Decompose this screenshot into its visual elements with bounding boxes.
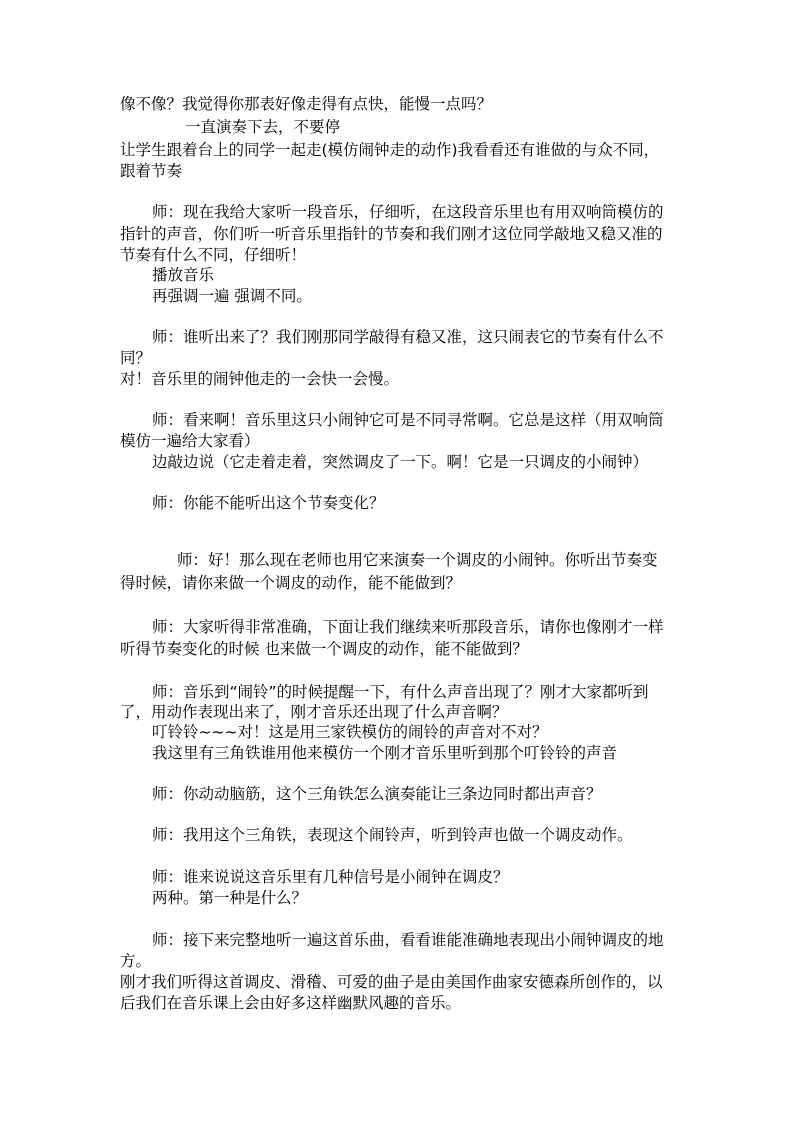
text-line: 师：谁听出来了？我们刚那同学敲得有稳又准，这只闹表它的节奏有什么不 bbox=[152, 328, 664, 346]
text-line: 一直演奏下去，不要停 bbox=[185, 118, 341, 136]
text-line: 同？ bbox=[120, 349, 152, 367]
text-line: 后我们在音乐课上会由好多这样幽默风趣的音乐。 bbox=[120, 994, 462, 1012]
text-line: 师：现在我给大家听一段音乐，仔细听，在这段音乐里也有用双响筒模仿的 bbox=[152, 203, 664, 221]
text-line: 再强调一遍 强调不同。 bbox=[152, 287, 312, 305]
text-line: 师：你动动脑筋，这个三角铁怎么演奏能让三条边同时都出声音？ bbox=[152, 785, 602, 803]
text-line: 师：看来啊！音乐里这只小闹钟它可是不同寻常啊。它总是这样（用双响筒 bbox=[152, 411, 664, 429]
text-line: 播放音乐 bbox=[152, 266, 215, 284]
text-line: 我这里有三角铁谁用他来模仿一个刚才音乐里听到那个叮铃铃的声音 bbox=[152, 744, 618, 762]
text-line: 模仿一遍给大家看） bbox=[120, 432, 260, 450]
text-line: 师：谁来说说这音乐里有几种信号是小闹钟在调皮？ bbox=[152, 868, 509, 886]
text-line: 对！音乐里的闹钟他走的一会快一会慢。 bbox=[120, 370, 400, 388]
text-line: 边敲边说（它走着走着，突然调皮了一下。啊！它是一只调皮的小闹钟） bbox=[152, 453, 649, 471]
text-line: 师：你能不能听出这个节奏变化？ bbox=[152, 494, 385, 512]
text-line: 师：我用这个三角铁，表现这个闹铃声，听到铃声也做一个调皮动作。 bbox=[152, 826, 633, 844]
text-line: 师：大家听得非常准确，下面让我们继续来听那段音乐，请你也像刚才一样 bbox=[152, 618, 664, 636]
text-line: 指针的声音，你们听一听音乐里指针的节奏和我们刚才这位同学敲地又稳又准的 bbox=[120, 225, 663, 243]
text-line: 方。 bbox=[120, 952, 152, 970]
text-line: 师：接下来完整地听一遍这首乐曲，看看谁能准确地表现出小闹钟调皮的地 bbox=[152, 931, 664, 949]
text-line: 像不像？我觉得你那表好像走得有点快，能慢一点吗？ bbox=[120, 95, 493, 113]
text-line: 刚才我们听得这首调皮、滑稽、可爱的曲子是由美国作曲家安德森所创作的，以 bbox=[120, 973, 663, 991]
text-line: 了，用动作表现出来了，刚才音乐还出现了什么声音啊？ bbox=[120, 703, 508, 721]
text-line: 叮铃铃~~~对！这是用三家铁模仿的闹铃的声音对不对？ bbox=[152, 723, 548, 741]
text-line: 得时候，请你来做一个调皮的动作，能不能做到？ bbox=[120, 574, 462, 592]
text-line: 两种。第一种是什么？ bbox=[152, 889, 308, 907]
text-line: 听得节奏变化的时候 也来做一个调皮的动作，能不能做到？ bbox=[120, 640, 528, 658]
text-line: 师：好！那么现在老师也用它来演奏一个调皮的小闹钟。你听出节奏变 bbox=[177, 551, 658, 569]
text-line: 节奏有什么不同，仔细听！ bbox=[120, 246, 307, 264]
text-line: 师：音乐到“闹铃”的时候提醒一下，有什么声音出现了？刚才大家都听到 bbox=[152, 683, 649, 701]
text-line: 让学生跟着台上的同学一起走(模仿闹钟走的动作)我看看还有谁做的与众不同， bbox=[120, 141, 660, 159]
text-line: 跟着节奏 bbox=[120, 162, 183, 180]
